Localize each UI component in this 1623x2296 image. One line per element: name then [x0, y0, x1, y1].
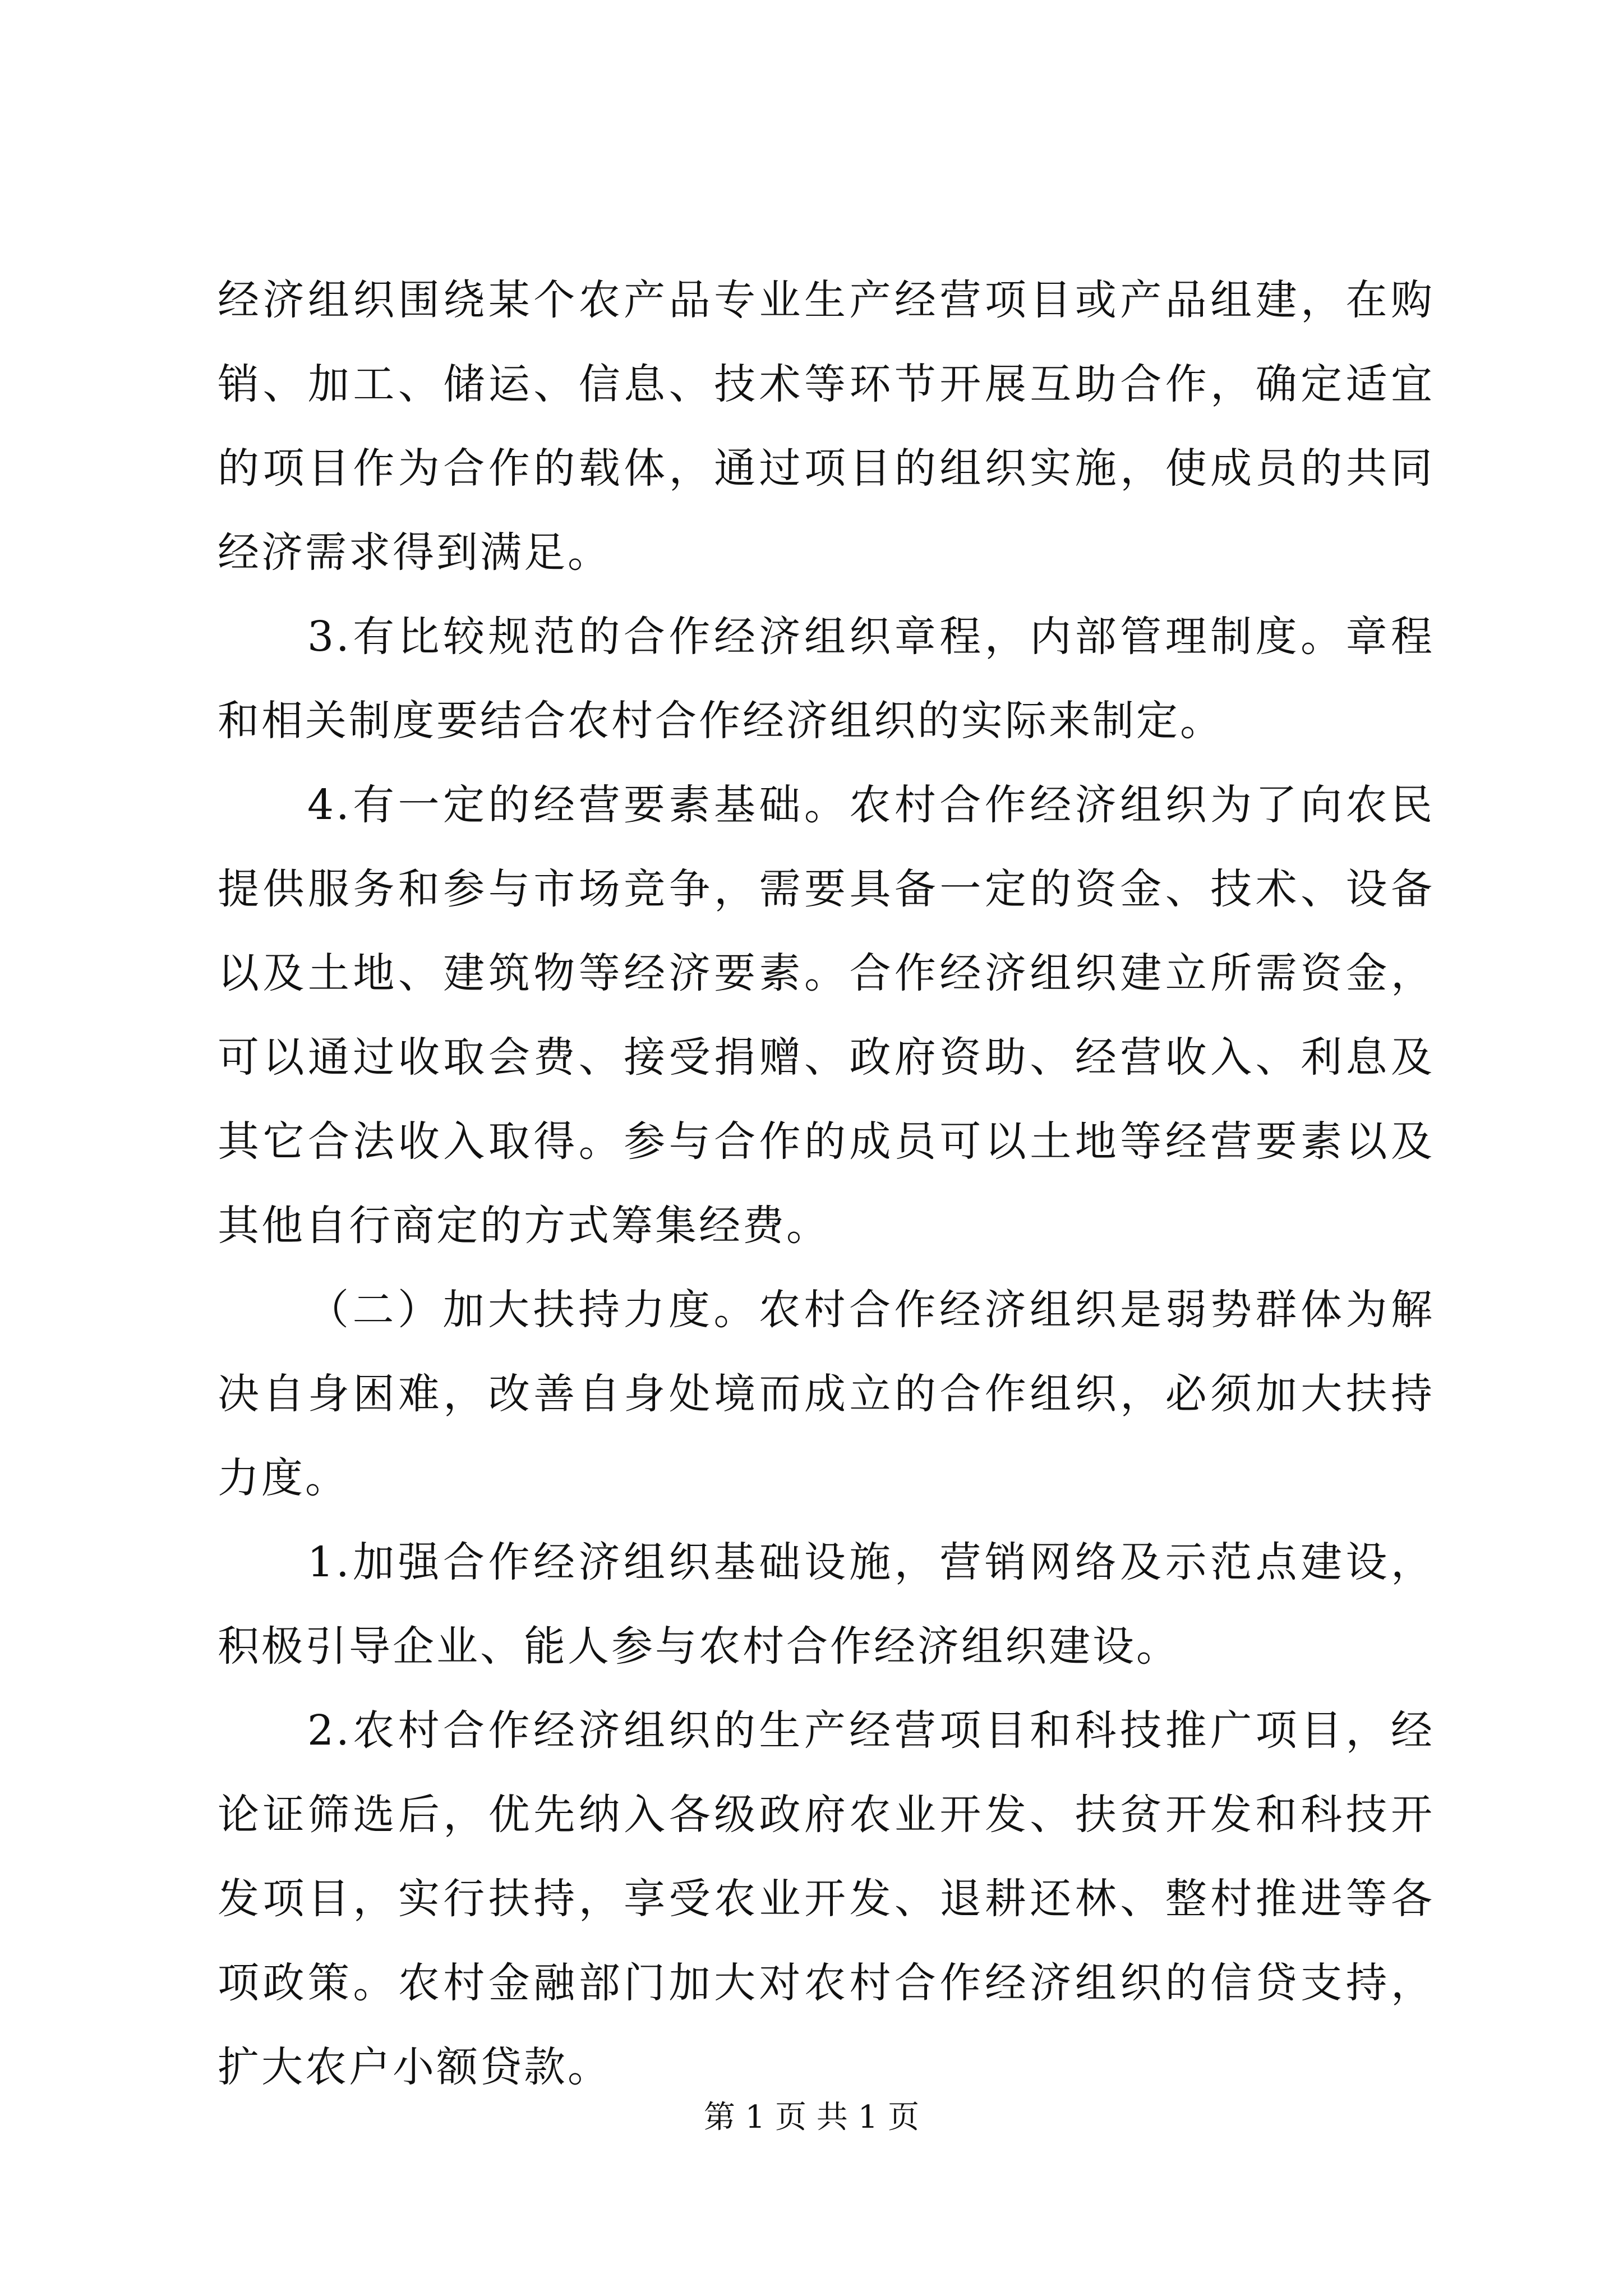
paragraph-6: 2.农村合作经济组织的生产经营项目和科技推广项目，经论证筛选后，优先纳入各级政府农业开发、扶贫开发和科技开发项目，实行扶持，享受农业开发、退耕还林、整村推进等各项政策。农村金融部门加大对农村合作经济组织的信贷支持，扩大农户小额贷款。 [218, 1706, 1435, 2091]
body-text [218, 258, 1435, 2109]
paragraph-3: 4.有一定的经营要素基础。农村合作经济组织为了向农民提供服务和参与市场竞争，需要具备一定的资金、技术、设备以及土地、建筑物等经济要素。合作经济组织建立所需资金，可以通过收取会费、接受捐赠、政府资助、经营收入、利息及其它合法收入取得。参与合作的成员可以土地等经营要素以及其他自行商定的方式筹集经费。 [218, 781, 1435, 1250]
paragraph-5: 1.加强合作经济组织基础设施，营销网络及示范点建设，积极引导企业、能人参与农村合作经济组织建设。 [218, 1538, 1435, 1671]
paragraph-4: （二）加大扶持力度。农村合作经济组织是弱势群体为解决自身困难，改善自身处境而成立的合作组织，必须加大扶持力度。 [218, 1286, 1435, 1502]
paragraph-2: 3.有比较规范的合作经济组织章程，内部管理制度。章程和相关制度要结合农村合作经济组织的实际来制定。 [218, 613, 1435, 745]
paragraph-1: 经济组织围绕某个农产品专业生产经营项目或产品组建，在购销、加工、储运、信息、技术等环节开展互助合作，确定适宜的项目作为合作的载体，通过项目的组织实施，使成员的共同经济需求得到满足。 [218, 276, 1435, 577]
page-footer: 第 1 页 共 1 页 [703, 2099, 920, 2136]
